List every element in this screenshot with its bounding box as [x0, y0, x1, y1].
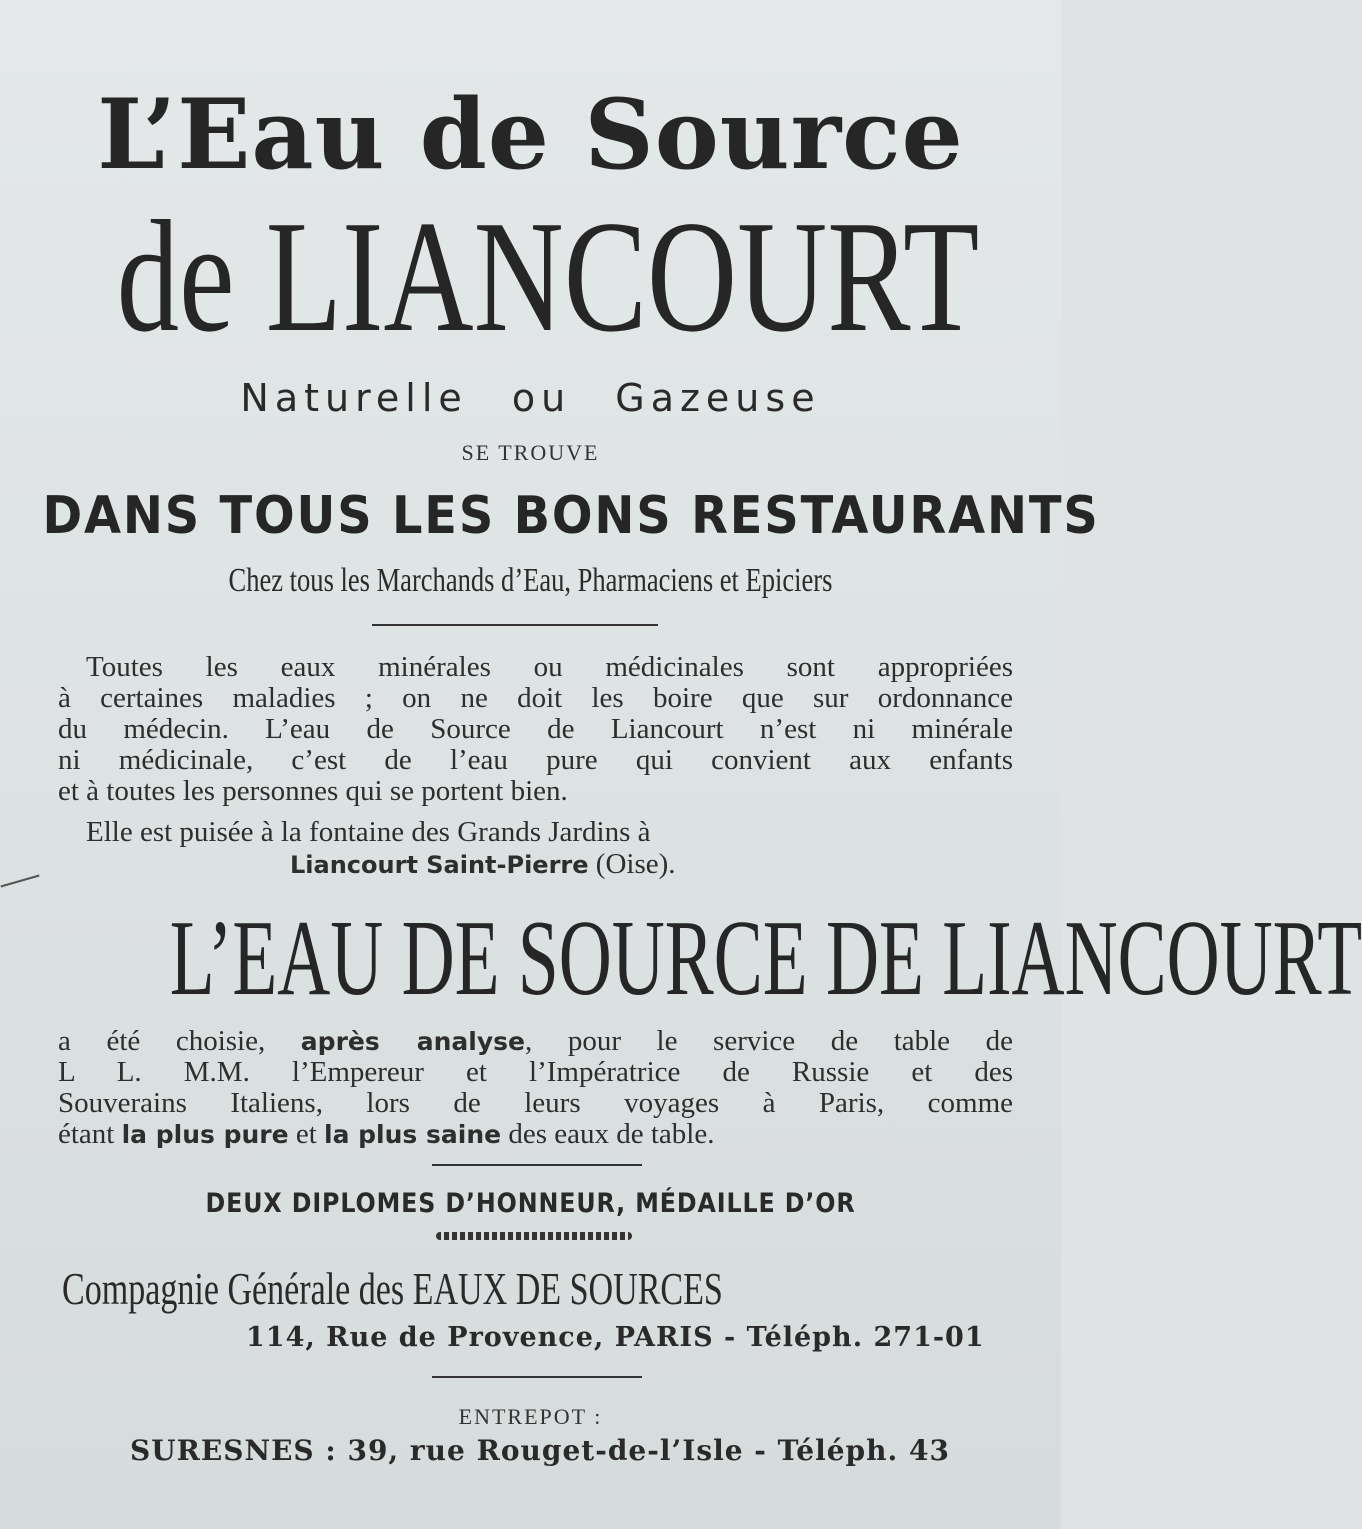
health-paragraph [58, 652, 1013, 807]
location-region: (Oise). [588, 848, 676, 880]
title-eau-de-source-de-liancourt: L’EAU DE SOURCE DE LIANCOURT [169, 899, 1362, 1018]
location-line [290, 848, 676, 881]
paragraph-line: étant la plus pure et la plus saine des eaux de table. [58, 1118, 715, 1150]
marchands-line: Chez tous les Marchands d’Eau, Pharmaciens et Epiciers [228, 562, 833, 599]
se-trouve-label: SE TROUVE [461, 440, 600, 465]
wavy-divider [436, 1232, 632, 1240]
torn-edge-mark [0, 875, 39, 888]
paragraph-line: Toutes les eaux minérales ou médicinales sont appropriées [86, 651, 1013, 683]
diplomes-line: DEUX DIPLOMES D’HONNEUR, MÉDAILLE D’OR [205, 1188, 856, 1219]
paragraph-line: L L. M.M. l’Empereur et l’Impératrice de Russie et des [58, 1056, 1013, 1088]
paragraph-line: à certaines maladies ; on ne doit les boire que sur ordonnance [58, 682, 1013, 714]
royal-service-paragraph [58, 1026, 1013, 1150]
fontaine-line: Elle est puisée à la fontaine des Grands Jardins à [86, 816, 651, 848]
location-name: Liancourt Saint-Pierre [290, 851, 589, 879]
paragraph-line: et à toutes les personnes qui se portent bien. [58, 775, 568, 807]
paragraph-line: Souverains Italiens, lors de leurs voyages à Paris, comme [58, 1087, 1013, 1119]
divider-rule [432, 1376, 642, 1378]
title-eau-de-source: L’Eau de Source [97, 78, 964, 191]
company-address: 114, Rue de Provence, PARIS - Téléph. 271-01 [246, 1322, 985, 1353]
paragraph-line: ni médicinale, c’est de l’eau pure qui convient aux enfants [58, 744, 1013, 776]
divider-rule [372, 624, 658, 626]
company-name: Compagnie Générale des EAUX DE SOURCES [62, 1263, 723, 1314]
restaurants-heading: DANS TOUS LES BONS RESTAURANTS [42, 486, 1100, 546]
entrepot-address: SURESNES : 39, rue Rouget-de-l’Isle - Téléph. 43 [130, 1434, 950, 1467]
divider-rule [432, 1164, 642, 1166]
entrepot-label: ENTREPOT : [458, 1404, 603, 1429]
subtitle-naturelle-gazeuse: Naturelle ou Gazeuse [240, 376, 821, 420]
title-de-liancourt: de LIANCOURT [116, 187, 980, 365]
paragraph-line: a été choisie, après analyse, pour le service de table de [58, 1025, 1013, 1057]
paragraph-line: du médecin. L’eau de Source de Liancourt n’est ni minérale [58, 713, 1013, 745]
